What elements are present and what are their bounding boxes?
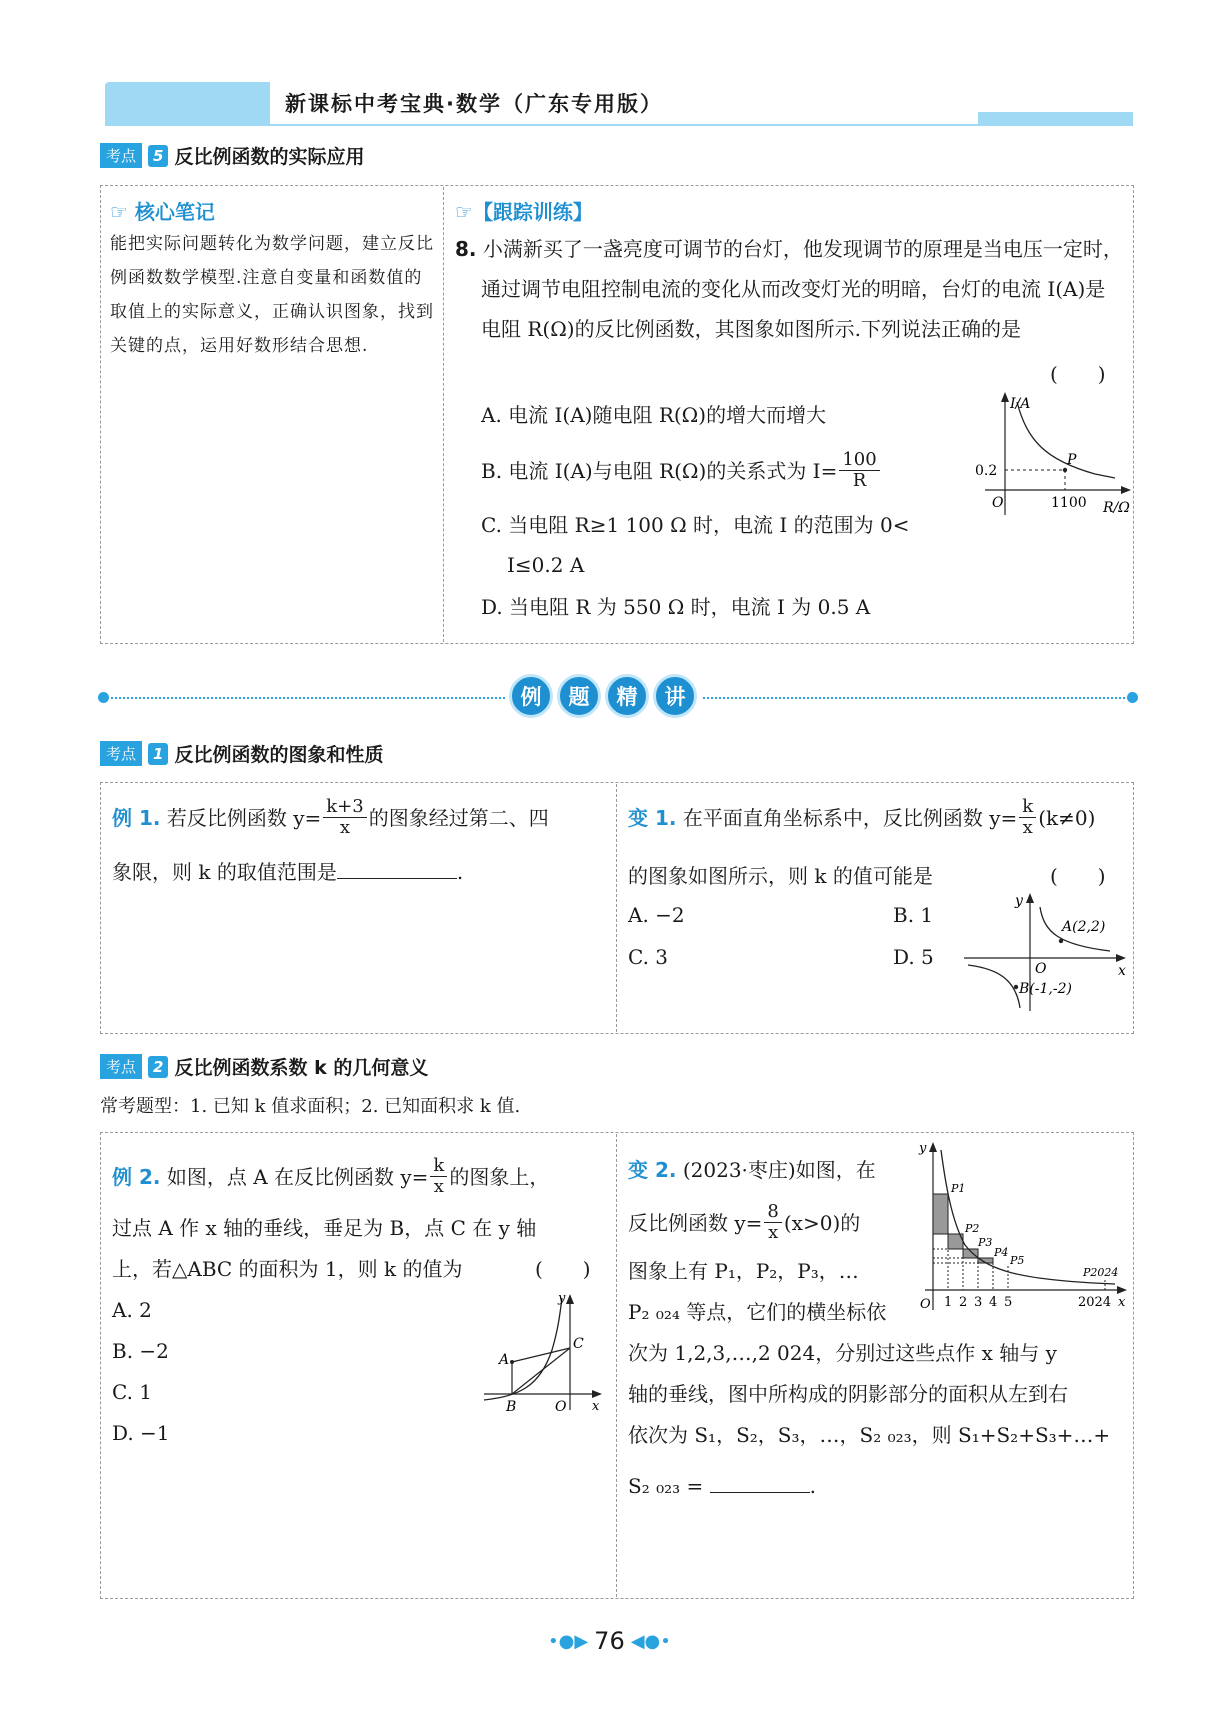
variation-text: (x>0)的: [783, 1210, 861, 1235]
hand-pointer-icon: ☞: [455, 200, 473, 224]
option-b-text: B. 电流 I(A)与电阻 R(Ω)的关系式为 I=: [481, 458, 838, 483]
core-note-heading: 核心笔记: [134, 200, 215, 224]
section-title: 反比例函数系数 k 的几何意义: [174, 1057, 429, 1079]
option-c: C. 1: [112, 1380, 153, 1404]
answer-paren: ( ): [1050, 362, 1106, 386]
point-label: P3: [978, 1236, 993, 1249]
x-tick: 1100: [1051, 495, 1087, 511]
option-d: D. 当电阻 R 为 550 Ω 时，电流 I 为 0.5 A: [481, 595, 871, 619]
fraction: [1019, 797, 1036, 838]
arrow-right-icon: •●▶: [548, 1630, 589, 1652]
variation-2-line8: [628, 1466, 816, 1506]
point-a-label: A(2,2): [1062, 919, 1106, 935]
x-tick: 2: [959, 1295, 968, 1310]
y-axis-label: y: [1015, 893, 1023, 909]
header-tab: [105, 82, 270, 124]
tracking-training: [455, 196, 1125, 349]
question-number: 8.: [455, 237, 477, 261]
x-axis-label: x: [1118, 1295, 1126, 1310]
origin-label: O: [920, 1297, 931, 1312]
y-axis-label: I/A: [1010, 396, 1031, 412]
option-a: A. −2: [628, 903, 685, 927]
tracking-heading: 【跟踪训练】: [472, 200, 593, 224]
section-5-heading: [100, 142, 364, 169]
arrow-left-icon: ◀●•: [630, 1630, 671, 1652]
section-tag: 考点: [100, 1054, 142, 1079]
variation-2-line7: 依次为 S₁，S₂，S₃，…，S₂ ₀₂₃，则 S₁+S₂+S₃+…+: [628, 1423, 1111, 1447]
answer-blank[interactable]: [337, 878, 457, 879]
origin-label: O: [1035, 961, 1047, 977]
section-tag: 考点: [100, 741, 142, 766]
y-axis-label: y: [558, 1291, 566, 1306]
section-number: 1: [148, 743, 168, 765]
example-text: 的图象上，: [449, 1164, 550, 1189]
example-1-line2: [112, 852, 463, 892]
variation-2-line4: P₂ ₀₂₄ 等点，它们的横坐标依: [628, 1300, 887, 1324]
variation-label: 变 2.: [628, 1158, 677, 1182]
point-label: P1: [951, 1182, 966, 1195]
fraction: [764, 1202, 781, 1243]
question-8-stem: [455, 229, 1125, 349]
section-number: 2: [148, 1056, 168, 1078]
option-b: [481, 450, 882, 491]
fraction: [323, 797, 366, 838]
denominator: x: [1022, 817, 1033, 838]
core-note: [110, 196, 435, 363]
inverse-function-graph: [960, 893, 1132, 1015]
page-header-title: 新课标中考宝典·数学（广东专用版）: [285, 92, 663, 116]
answer-paren: ( ): [535, 1257, 591, 1281]
section-1-divider: [616, 784, 617, 1032]
example-banner: [505, 674, 701, 718]
example-2-line3: 上，若△ABC 的面积为 1，则 k 的值为: [112, 1257, 463, 1281]
denominator: R: [852, 470, 867, 491]
x-axis-label: x: [592, 1399, 600, 1414]
banner-dot-right: [1127, 692, 1138, 703]
y-axis-label: y: [919, 1141, 927, 1156]
variation-text: .: [809, 1474, 816, 1498]
point-label: P4: [994, 1246, 1009, 1259]
x-tick: 3: [974, 1295, 983, 1310]
staircase-graph: [915, 1140, 1130, 1315]
question-text: 小满新买了一盏亮度可调节的台灯，他发现调节的原理是当电压一定时，通过调节电阻控制电流的变化从而改变灯光的明暗，台灯的电流 I(A)是电阻 R(Ω)的反比例函数，其图象如图所示.下列说法正确的是: [481, 237, 1123, 341]
numerator: k+3: [323, 797, 366, 818]
denominator: x: [339, 817, 351, 838]
core-note-text: 能把实际问题转化为数学问题，建立反比例函数数学模型.注意自变量和函数值的取值上的实际意义，正确认识图象，找到关键的点，运用好数形结合思想.: [110, 234, 434, 356]
option-c-cont: I≤0.2 A: [507, 553, 585, 577]
numerator: k: [1019, 797, 1036, 818]
variation-text: 在平面直角坐标系中，反比例函数 y=: [682, 805, 1018, 830]
page-footer: [548, 1627, 671, 1655]
variation-label: 变 1.: [628, 805, 677, 830]
fraction: [430, 1156, 447, 1197]
origin-label: O: [555, 1399, 567, 1415]
option-c: C. 3: [628, 945, 669, 969]
variation-text: S₂ ₀₂₃ =: [628, 1474, 704, 1498]
banner-char: 精: [605, 674, 649, 718]
point-label: P5: [1010, 1254, 1025, 1267]
x-tick: 5: [1004, 1295, 1013, 1310]
section-title: 反比例函数的实际应用: [174, 146, 365, 168]
section-5-divider: [443, 187, 444, 642]
variation-2-line3: 图象上有 P₁，P₂，P₃，…: [628, 1259, 859, 1283]
example-text: 若反比例函数 y=: [166, 805, 322, 830]
denominator: x: [768, 1222, 779, 1243]
origin-label: O: [992, 495, 1004, 511]
y-tick: 0.2: [975, 463, 998, 479]
point-label: P2024: [1083, 1266, 1119, 1279]
example-text: .: [456, 860, 464, 884]
common-question-types: 常考题型：1. 已知 k 值求面积；2. 已知面积求 k 值.: [100, 1096, 521, 1117]
variation-2-line5: 次为 1,2,3,…,2 024，分别过这些点作 x 轴与 y: [628, 1341, 1057, 1365]
x-tick: 1: [944, 1295, 953, 1310]
point-label: P: [1067, 452, 1077, 468]
fraction: [839, 450, 879, 491]
page-number: 76: [594, 1627, 625, 1655]
point-b-label: B: [506, 1399, 517, 1415]
variation-text: (k≠0): [1038, 805, 1096, 830]
answer-paren: ( ): [1050, 864, 1106, 888]
section-title: 反比例函数的图象和性质: [174, 744, 384, 766]
section-tag: 考点: [100, 143, 142, 168]
section-1-heading: [100, 740, 383, 767]
option-d: D. −1: [112, 1421, 170, 1445]
banner-char: 例: [509, 674, 553, 718]
section-number: 5: [148, 145, 168, 167]
example-label: 例 2.: [112, 1164, 161, 1189]
option-b: B. 1: [893, 903, 934, 927]
variation-1: [628, 797, 1095, 838]
numerator: 100: [839, 450, 879, 471]
point-a-label: A: [499, 1352, 510, 1368]
option-a: A. 2: [112, 1298, 152, 1322]
variation-text: 反比例函数 y=: [628, 1210, 763, 1235]
triangle-graph: [480, 1290, 610, 1415]
hand-pointer-icon: ☞: [110, 200, 128, 224]
variation-1-line2: 的图象如图所示，则 k 的值可能是: [628, 864, 933, 888]
point-b-label: B(-1,-2): [1019, 981, 1072, 997]
section-2-divider: [616, 1134, 617, 1597]
header-rule: [105, 124, 1133, 126]
option-c: C. 当电阻 R≥1 100 Ω 时，电流 I 的范围为 0<: [481, 513, 910, 537]
variation-2-line6: 轴的垂线，图中所构成的阴影部分的面积从左到右: [628, 1382, 1068, 1406]
header-tab-right: [978, 112, 1133, 124]
answer-blank[interactable]: [710, 1492, 810, 1493]
point-label: P2: [965, 1222, 980, 1235]
example-2-line2: 过点 A 作 x 轴的垂线，垂足为 B，点 C 在 y 轴: [112, 1216, 537, 1240]
section-2-heading: [100, 1053, 428, 1080]
x-tick: 2024: [1078, 1295, 1112, 1310]
option-b: B. −2: [112, 1339, 169, 1363]
banner-char: 题: [557, 674, 601, 718]
variation-2-line2: [628, 1202, 860, 1243]
x-axis-label: R/Ω: [1103, 500, 1130, 516]
denominator: x: [433, 1176, 444, 1197]
banner-dot-left: [98, 692, 109, 703]
option-d: D. 5: [893, 945, 934, 969]
example-text: 如图，点 A 在反比例函数 y=: [166, 1164, 429, 1189]
example-2: [112, 1156, 549, 1197]
x-axis-label: x: [1118, 963, 1126, 979]
current-resistance-graph: [965, 390, 1135, 520]
example-label: 例 1.: [112, 805, 161, 830]
option-a: A. 电流 I(A)随电阻 R(Ω)的增大而增大: [481, 403, 827, 427]
x-tick: 4: [989, 1295, 998, 1310]
variation-text: (2023·枣庄)如图，在: [682, 1158, 876, 1182]
numerator: k: [430, 1156, 447, 1177]
example-text: 象限，则 k 的取值范围是: [112, 860, 337, 884]
example-1: [112, 797, 549, 838]
variation-2: [628, 1150, 876, 1190]
example-text: 的图象经过第二、四: [368, 805, 549, 830]
numerator: 8: [764, 1202, 781, 1223]
banner-char: 讲: [653, 674, 697, 718]
point-c-label: C: [573, 1336, 584, 1352]
